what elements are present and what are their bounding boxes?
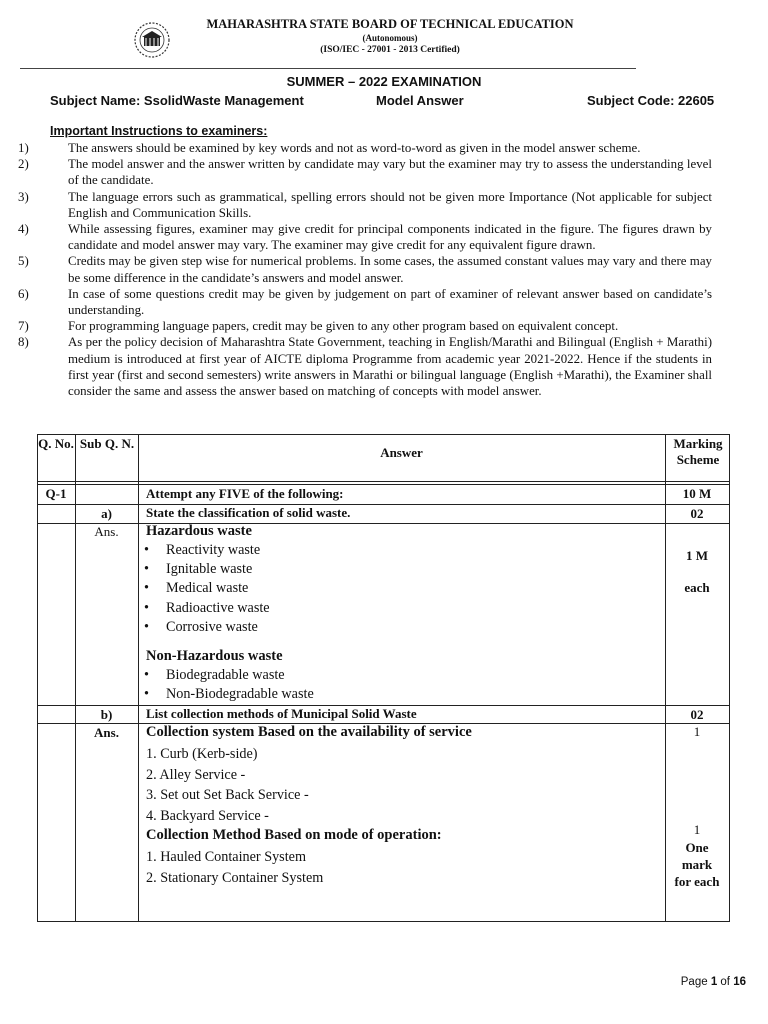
page-number: Page 1 of 16 bbox=[680, 976, 746, 988]
header-answer: Answer bbox=[380, 445, 423, 460]
sub-a-label: a) bbox=[101, 506, 112, 521]
table-border bbox=[37, 921, 730, 922]
instruction-item: 4) While assessing figures, examiner may give credit for principal components indicated in the figure. The figures drawn by candidate and model answer may vary. The examiner may give credit for any equivalent figure drawn. bbox=[18, 222, 712, 253]
instruction-item: 6) In case of some questions credit may be given by judgement on part of examiner of relevant answer based on candidate’s understanding. bbox=[18, 286, 712, 318]
non-hazardous-heading: Non-Hazardous waste bbox=[146, 648, 283, 664]
non-hazardous-list bbox=[144, 666, 314, 704]
q1-label: Q-1 bbox=[45, 486, 67, 501]
model-answer-label: Model Answer bbox=[376, 93, 464, 108]
table-border bbox=[37, 523, 730, 524]
list-item: • Non-Biodegradable waste bbox=[144, 685, 314, 704]
subject-name: Subject Name: SsolidWaste Management bbox=[50, 93, 304, 108]
list-item: • Corrosive waste bbox=[144, 618, 270, 637]
msbte-logo-icon bbox=[132, 20, 172, 60]
q1-marks: 10 M bbox=[682, 486, 712, 501]
sub-a-marks: 02 bbox=[690, 506, 704, 521]
list-item: 1. Hauled Container System bbox=[146, 849, 306, 865]
header-divider bbox=[20, 68, 636, 69]
table-border bbox=[138, 434, 139, 922]
instructions-list bbox=[18, 140, 712, 399]
board-certification: (ISO/IEC - 27001 - 2013 Certified) bbox=[320, 45, 460, 55]
sub-a-ans-label: Ans. bbox=[94, 524, 119, 539]
q1-question: Attempt any FIVE of the following: bbox=[146, 486, 344, 501]
board-autonomous: (Autonomous) bbox=[362, 33, 418, 43]
instruction-item: 8) As per the policy decision of Maharashtra State Government, teaching in English/Marathi and Bilingual (English + Marathi) medium is introduced at first year of AICTE diploma Programme from academic year 2021-2022. Hence if the students in first year (first and second semesters) write answers in Marathi or bilingual language (English +Marathi), the Examiner shall consider the same and assess the answer based on matching of concepts with model answer. bbox=[18, 335, 712, 399]
list-item: 4. Backyard Service - bbox=[146, 807, 269, 824]
exam-title: SUMMER – 2022 EXAMINATION bbox=[286, 74, 482, 89]
table-border bbox=[37, 434, 38, 922]
board-name: MAHARASHTRA STATE BOARD OF TECHNICAL EDUCATION bbox=[206, 17, 574, 31]
table-border bbox=[37, 481, 730, 482]
sub-b-mark-1: 1 bbox=[693, 724, 701, 739]
sub-a-mark-note: 1 M bbox=[685, 548, 709, 563]
hazardous-list bbox=[144, 541, 270, 637]
list-item: 2. Alley Service - bbox=[146, 766, 246, 783]
list-item: 3. Set out Set Back Service - bbox=[146, 787, 309, 804]
sub-b-question: List collection methods of Municipal Solid Waste bbox=[146, 706, 417, 721]
list-item: • Radioactive waste bbox=[144, 599, 270, 618]
instruction-item: 2) The model answer and the answer written by candidate may vary but the examiner may try to assess the understanding level of the candidate. bbox=[18, 157, 712, 188]
instructions-title: Important Instructions to examiners: bbox=[50, 124, 268, 138]
instruction-item: 5) Credits may be given step wise for numerical problems. In some cases, the assumed constant values may vary and there may be some difference in the candidate’s answers and model answer. bbox=[18, 254, 712, 285]
list-item: • Medical waste bbox=[144, 579, 270, 598]
hazardous-heading: Hazardous waste bbox=[146, 523, 252, 539]
list-item: 2. Stationary Container System bbox=[146, 869, 324, 886]
table-border bbox=[37, 434, 730, 435]
answer-table bbox=[37, 434, 730, 922]
header-marking-scheme: Marking Scheme bbox=[673, 436, 723, 467]
table-border bbox=[37, 504, 730, 505]
sub-b-label: b) bbox=[100, 707, 113, 722]
table-border bbox=[729, 434, 730, 922]
sub-b-ans-label: Ans. bbox=[94, 725, 119, 740]
instruction-item: 3) The language errors such as grammatical, spelling errors should not be given more Importance (Not applicable for subject English and Communication Skills. bbox=[18, 189, 712, 220]
collection-method-heading: Collection Method Based on mode of operation: bbox=[146, 827, 442, 843]
sub-a-mark-note: each bbox=[684, 580, 710, 595]
list-item: • Reactivity waste bbox=[144, 541, 270, 560]
table-border bbox=[37, 484, 730, 485]
collection-system-list bbox=[146, 744, 309, 826]
header-sub-q: Sub Q. N. bbox=[79, 436, 135, 451]
list-item: 1. Curb (Kerb-side) bbox=[146, 746, 258, 762]
list-item: • Biodegradable waste bbox=[144, 666, 314, 685]
header-q-no: Q. No. bbox=[38, 436, 74, 451]
sub-a-question: State the classification of solid waste. bbox=[146, 505, 351, 520]
sub-b-mark-2: 1 bbox=[693, 822, 701, 837]
collection-system-heading: Collection system Based on the availability of service bbox=[146, 724, 472, 740]
instruction-item: 1) The answers should be examined by key words and not as word-to-word as given in the model answer scheme. bbox=[18, 141, 641, 155]
collection-method-list bbox=[146, 847, 323, 888]
instruction-item: 7) For programming language papers, credit may be given to any other program based on equivalent concept. bbox=[18, 319, 619, 334]
subject-code: Subject Code: 22605 bbox=[587, 93, 715, 108]
sub-b-mark-note: One mark for each bbox=[674, 840, 720, 889]
list-item: • Ignitable waste bbox=[144, 560, 270, 579]
sub-b-marks: 02 bbox=[690, 707, 704, 722]
